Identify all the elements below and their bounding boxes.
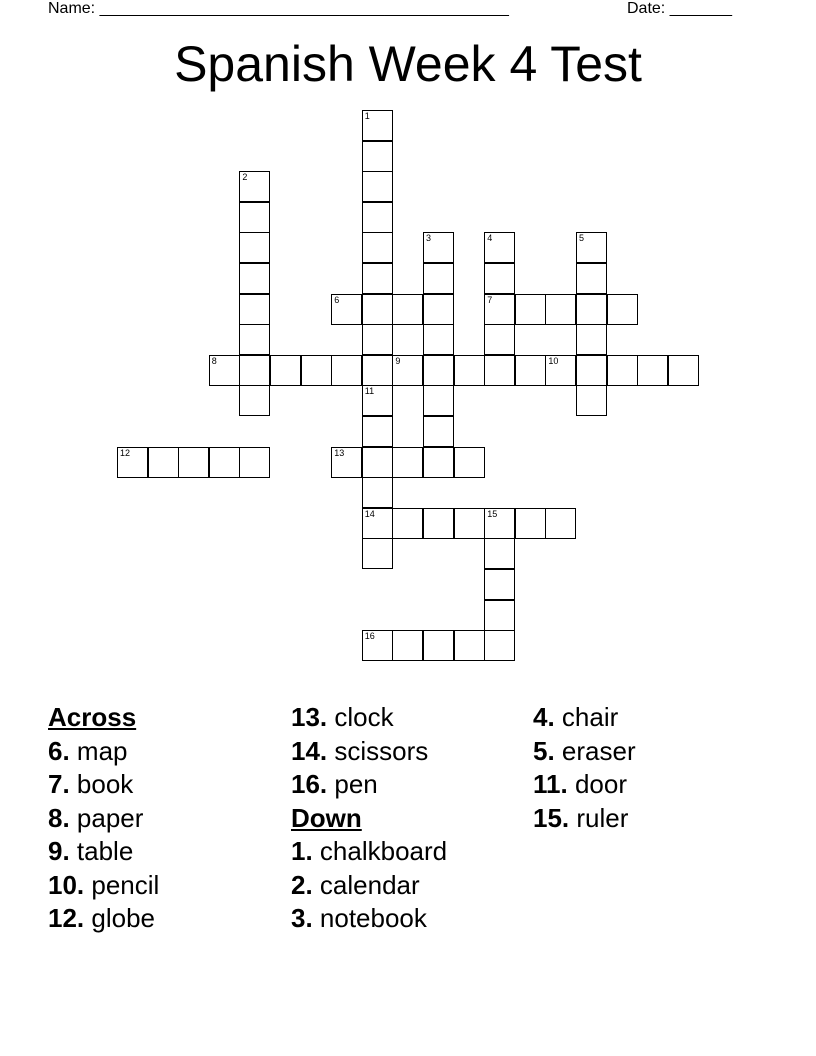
crossword-cell[interactable]	[515, 508, 546, 539]
crossword-cell[interactable]	[392, 630, 423, 661]
crossword-cell[interactable]	[239, 202, 270, 233]
clue-item: 1. chalkboard	[291, 836, 448, 866]
name-field-label: Name: ______________________________________________	[48, 0, 509, 17]
clue-item: 13. clock	[291, 702, 394, 732]
clue-number-label: 8	[211, 355, 217, 366]
clue-item: 14. scissors	[291, 735, 429, 766]
crossword-cell[interactable]	[331, 447, 362, 478]
clue-heading-down: Down	[291, 802, 362, 833]
clue-number-label: 7	[487, 294, 493, 305]
clue-item: 15. ruler	[533, 802, 629, 833]
crossword-cell[interactable]	[117, 447, 148, 478]
crossword-cell[interactable]	[484, 508, 515, 539]
crossword-cell[interactable]	[239, 355, 270, 386]
clues-column-1	[48, 701, 159, 936]
crossword-cell[interactable]	[392, 508, 423, 539]
crossword-cell[interactable]	[209, 447, 240, 478]
crossword-cell[interactable]	[484, 355, 515, 386]
crossword-cell[interactable]	[362, 263, 393, 294]
crossword-cell[interactable]	[423, 232, 454, 263]
clue-number-label: 1	[364, 111, 370, 121]
crossword-cell[interactable]	[484, 630, 515, 661]
clue-item: 7. book	[48, 769, 134, 799]
crossword-cell[interactable]	[423, 355, 454, 386]
crossword-cell[interactable]	[545, 294, 576, 325]
crossword-cell[interactable]	[362, 447, 393, 478]
clue-number-label: 14	[364, 508, 375, 519]
clue-item: 4. chair	[533, 702, 619, 732]
crossword-cell[interactable]	[423, 263, 454, 294]
clue-number-label: 12	[120, 447, 131, 458]
crossword-cell[interactable]	[178, 447, 209, 478]
crossword-cell[interactable]	[484, 294, 515, 325]
clue-number-label: 11	[364, 386, 375, 397]
crossword-cell[interactable]	[484, 232, 515, 263]
crossword-cell[interactable]	[362, 416, 393, 447]
crossword-cell[interactable]	[484, 263, 515, 294]
crossword-cell[interactable]	[515, 294, 546, 325]
crossword-cell[interactable]	[454, 508, 485, 539]
crossword-cell[interactable]	[239, 294, 270, 325]
clue-item: 6. map	[48, 735, 128, 766]
crossword-cell[interactable]	[239, 171, 270, 202]
crossword-cell[interactable]	[423, 416, 454, 447]
crossword-cell[interactable]	[423, 294, 454, 325]
crossword-cell[interactable]	[423, 447, 454, 478]
clue-number-label: 6	[334, 294, 340, 305]
crossword-cell[interactable]	[607, 355, 638, 386]
crossword-cell[interactable]	[362, 232, 393, 263]
clues-column-2	[291, 701, 447, 936]
crossword-cell[interactable]	[484, 538, 515, 569]
crossword-cell[interactable]	[576, 294, 607, 325]
crossword-cell[interactable]	[576, 263, 607, 294]
crossword-cell[interactable]	[454, 630, 485, 661]
crossword-cell[interactable]	[515, 355, 546, 386]
date-field-label: Date: _______	[627, 0, 732, 17]
clues-column-3	[533, 701, 636, 835]
crossword-cell[interactable]	[545, 508, 576, 539]
crossword-cell[interactable]	[362, 385, 393, 416]
crossword-cell[interactable]	[362, 508, 393, 539]
crossword-cell[interactable]	[270, 355, 301, 386]
crossword-cell[interactable]	[576, 232, 607, 263]
crossword-cell[interactable]	[362, 202, 393, 233]
crossword-cell[interactable]	[209, 355, 240, 386]
crossword-cell[interactable]	[239, 447, 270, 478]
crossword-cell[interactable]	[362, 110, 393, 141]
crossword-cell[interactable]	[392, 447, 423, 478]
crossword-cell[interactable]	[362, 171, 393, 202]
clue-heading-across: Across	[48, 702, 137, 732]
crossword-cell[interactable]	[239, 385, 270, 416]
crossword-cell[interactable]	[423, 630, 454, 661]
crossword-cell[interactable]	[362, 477, 393, 508]
crossword-cell[interactable]	[576, 385, 607, 416]
clue-number-label: 15	[487, 508, 498, 519]
clue-item: 2. calendar	[291, 869, 420, 900]
crossword-cell[interactable]	[454, 447, 485, 478]
crossword-cell[interactable]	[362, 630, 393, 661]
crossword-cell[interactable]	[239, 263, 270, 294]
clue-item: 12. globe	[48, 903, 155, 933]
clue-item: 10. pencil	[48, 869, 160, 900]
crossword-cell[interactable]	[576, 324, 607, 355]
clue-number-label: 10	[548, 355, 559, 366]
crossword-cell[interactable]	[454, 355, 485, 386]
crossword-cell[interactable]	[545, 355, 576, 386]
clue-number-label: 16	[364, 631, 375, 642]
crossword-cell[interactable]	[576, 355, 607, 386]
clue-number-label: 4	[487, 233, 493, 244]
page-title: Spanish Week 4 Test	[174, 36, 642, 92]
crossword-cell[interactable]	[331, 294, 362, 325]
crossword-cell[interactable]	[362, 355, 393, 386]
crossword-cell[interactable]	[484, 600, 515, 631]
clue-item: 11. door	[533, 769, 627, 799]
clue-item: 5. eraser	[533, 735, 636, 766]
crossword-cell[interactable]	[301, 355, 332, 386]
crossword-cell[interactable]	[423, 508, 454, 539]
crossword-cell[interactable]	[392, 355, 423, 386]
crossword-cell[interactable]	[392, 294, 423, 325]
crossword-cell[interactable]	[362, 538, 393, 569]
clue-number-label: 9	[395, 355, 401, 366]
crossword-cell[interactable]	[239, 232, 270, 263]
crossword-cell[interactable]	[239, 324, 270, 355]
crossword-cell[interactable]	[362, 141, 393, 172]
crossword-cell[interactable]	[331, 355, 362, 386]
crossword-cell[interactable]	[362, 294, 393, 325]
crossword-cell[interactable]	[362, 324, 393, 355]
clue-item: 8. paper	[48, 802, 144, 833]
crossword-cell[interactable]	[423, 385, 454, 416]
crossword-cell[interactable]	[668, 355, 699, 386]
clue-item: 9. table	[48, 836, 134, 866]
clue-number-label: 3	[426, 233, 432, 244]
clue-number-label: 5	[579, 233, 585, 244]
crossword-cell[interactable]	[148, 447, 179, 478]
crossword-cell[interactable]	[484, 324, 515, 355]
crossword-cell[interactable]	[607, 294, 638, 325]
crossword-cell[interactable]	[637, 355, 668, 386]
crossword-cell[interactable]	[423, 324, 454, 355]
clue-number-label: 2	[242, 172, 248, 183]
clue-item: 3. notebook	[291, 903, 427, 933]
clue-number-label: 13	[334, 447, 345, 458]
clue-item: 16. pen	[291, 769, 378, 799]
crossword-cell[interactable]	[484, 569, 515, 600]
